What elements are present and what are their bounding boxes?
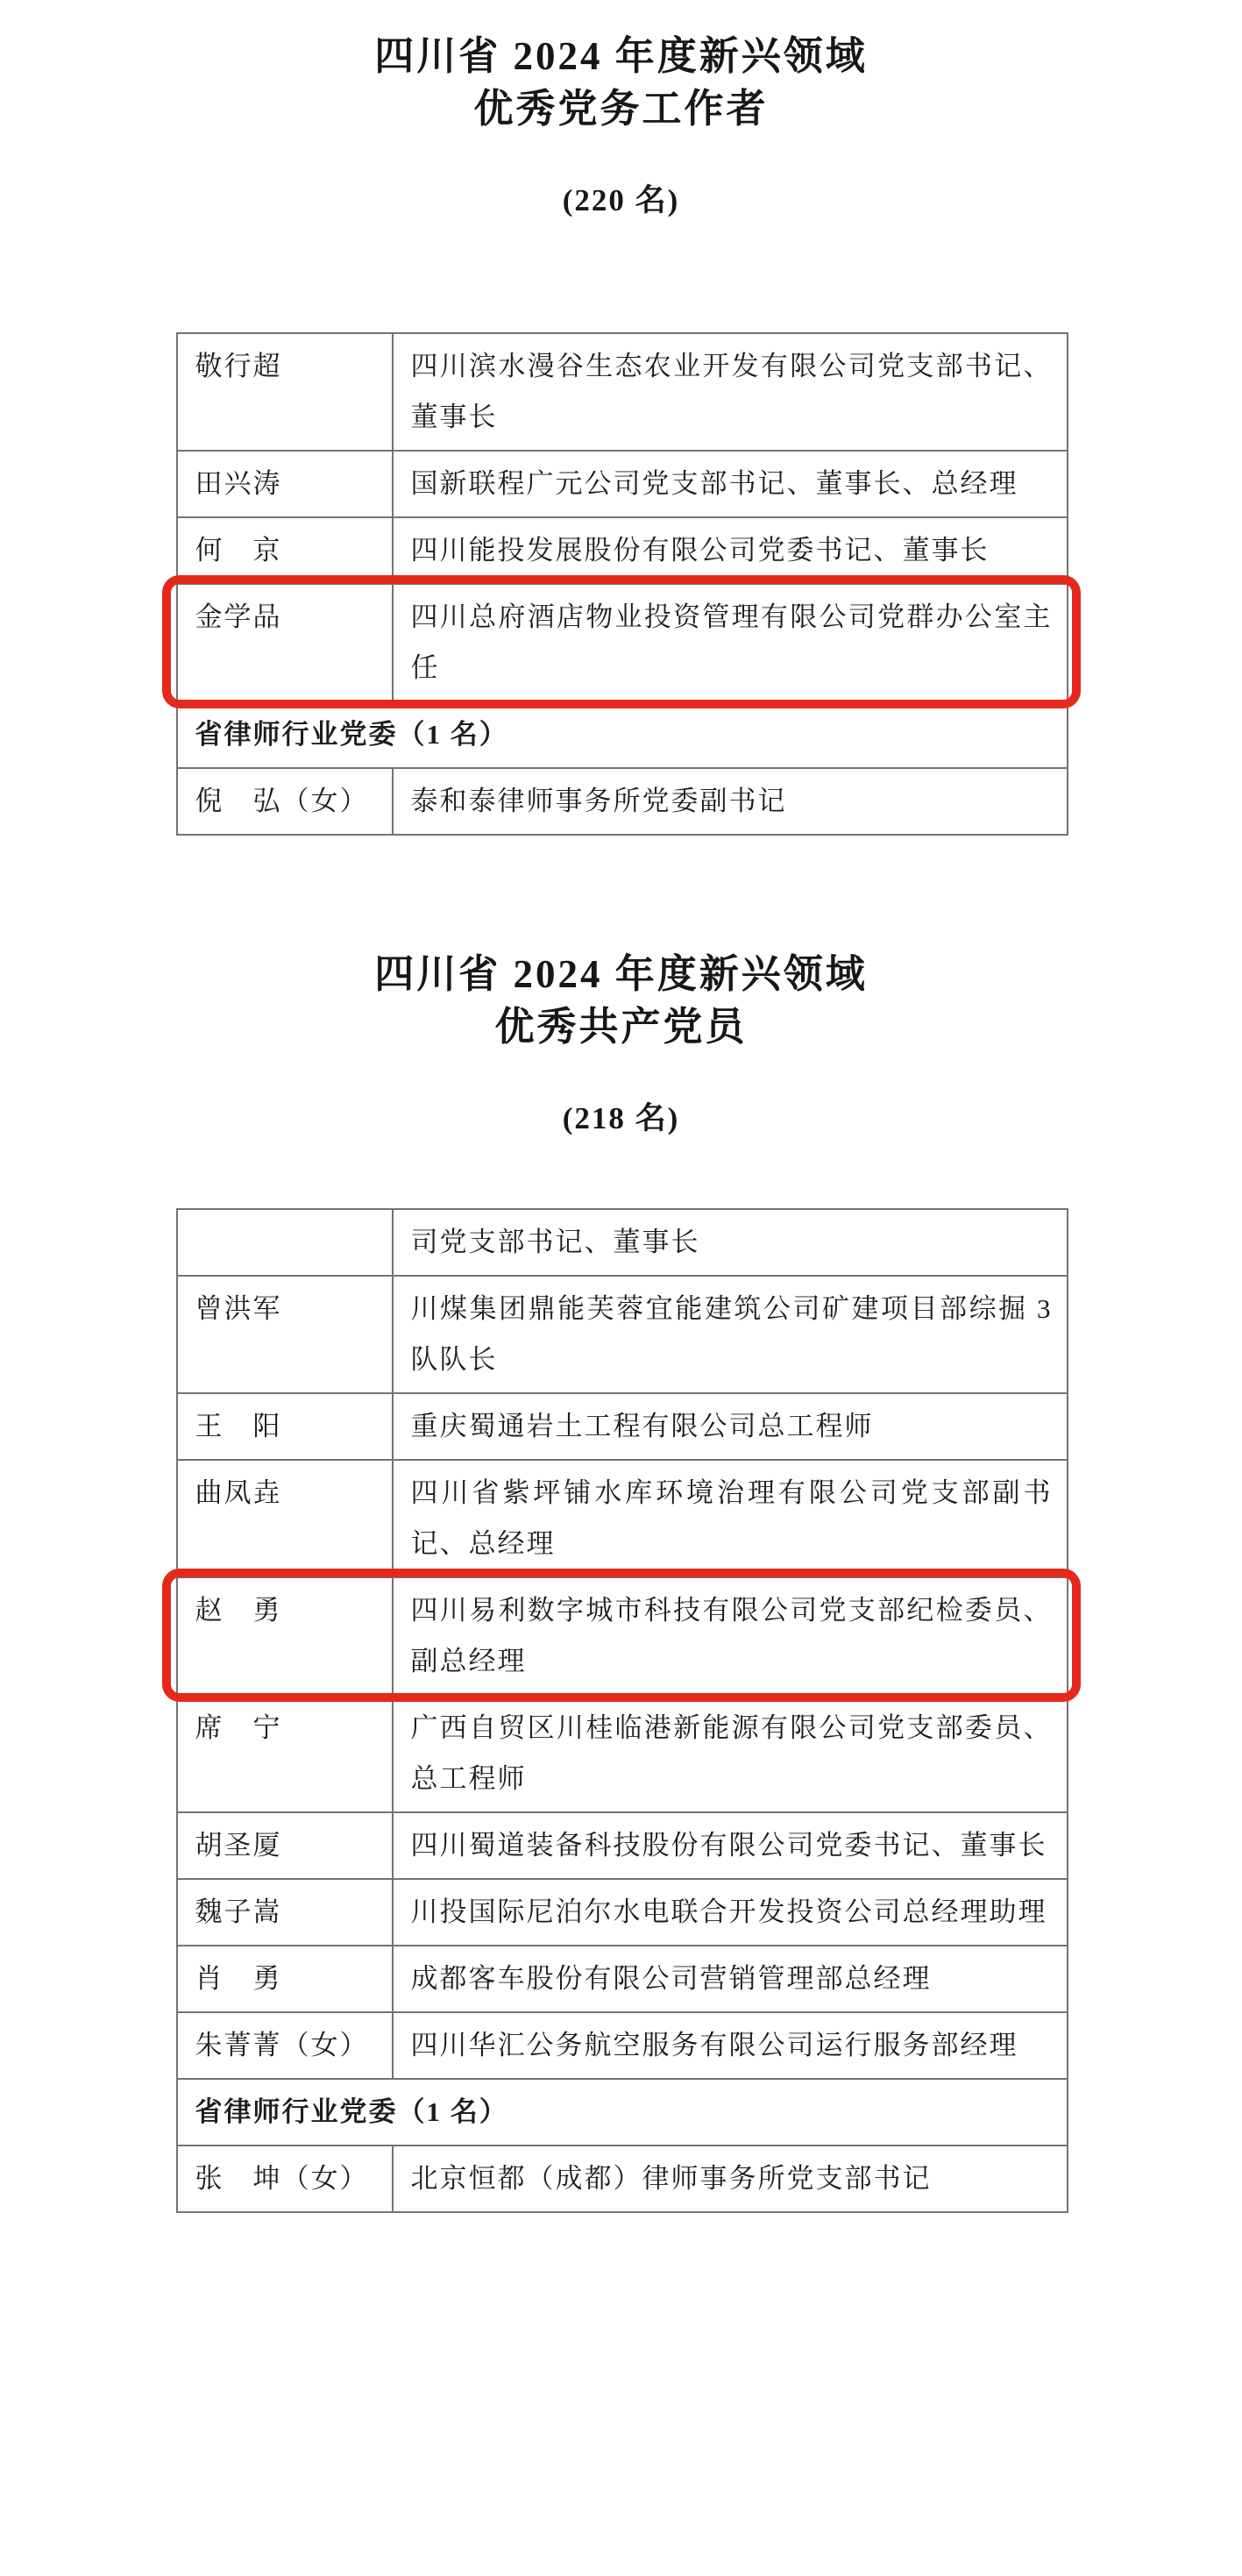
table-row	[177, 1812, 1068, 1879]
awardee-name-cell: 魏子嵩	[177, 1879, 393, 1946]
awardee-name-cell: 敬行超	[177, 333, 393, 451]
section-header-row	[177, 2079, 1068, 2145]
award-count-1: (220 名)	[562, 183, 680, 217]
table-row	[177, 451, 1068, 517]
section-header-cell: 省律师行业党委（1 名）	[177, 701, 1068, 768]
awardee-name-cell: 赵 勇	[177, 1577, 393, 1695]
awardee-name-cell: 肖 勇	[177, 1946, 393, 2012]
table-row	[177, 1393, 1068, 1460]
awardee-position-cell: 广西自贸区川桂临港新能源有限公司党支部委员、总工程师	[393, 1695, 1068, 1812]
awardee-position-cell: 四川总府酒店物业投资管理有限公司党群办公室主任	[393, 584, 1068, 701]
award-table-1	[176, 332, 1068, 836]
awardee-position-cell: 四川能投发展股份有限公司党委书记、董事长	[393, 517, 1068, 584]
awardee-name-cell: 王 阳	[177, 1393, 393, 1460]
awardee-name-cell: 倪 弘（女）	[177, 768, 393, 835]
awardee-name-cell: 张 坤（女）	[177, 2145, 393, 2212]
table-row	[177, 1879, 1068, 1946]
award-title-2-line2: 优秀共产党员	[494, 1005, 748, 1049]
bottom-margin	[0, 2213, 1242, 2252]
award-count-2: (218 名)	[562, 1101, 680, 1135]
table-row	[177, 1209, 1068, 1276]
section-header-cell: 省律师行业党委（1 名）	[177, 2079, 1068, 2145]
awardee-name-cell: 席 宁	[177, 1695, 393, 1812]
awardee-name-cell: 胡圣厦	[177, 1812, 393, 1879]
award-table-wrap-2	[176, 1208, 1067, 2213]
table-row	[177, 768, 1068, 835]
table-row	[177, 1577, 1068, 1695]
awardee-name-cell: 曲凤垚	[177, 1460, 393, 1577]
awardee-name-cell: 曾洪军	[177, 1276, 393, 1393]
table-row	[177, 1946, 1068, 2012]
awardee-position-cell: 川煤集团鼎能芙蓉宜能建筑公司矿建项目部综掘 3 队队长	[393, 1276, 1068, 1393]
awardee-name-cell: 田兴涛	[177, 451, 393, 517]
awardee-position-cell: 司党支部书记、董事长	[393, 1209, 1068, 1276]
table-row	[177, 1276, 1068, 1393]
awardee-position-cell: 四川滨水漫谷生态农业开发有限公司党支部书记、董事长	[393, 333, 1068, 451]
awardee-name-cell: 朱菁菁（女）	[177, 2012, 393, 2079]
award-title-1-line1: 四川省 2024 年度新兴领域	[374, 34, 868, 78]
awardee-position-cell: 重庆蜀通岩土工程有限公司总工程师	[393, 1393, 1068, 1460]
award-title-2-line1: 四川省 2024 年度新兴领域	[374, 952, 868, 996]
awardee-name-cell	[177, 1209, 393, 1276]
award-title-1-line2: 优秀党务工作者	[473, 87, 769, 131]
table-row	[177, 584, 1068, 701]
awardee-position-cell: 四川蜀道装备科技股份有限公司党委书记、董事长	[393, 1812, 1068, 1879]
awardee-name-cell: 何 京	[177, 517, 393, 584]
awardee-position-cell: 四川易利数字城市科技有限公司党支部纪检委员、副总经理	[393, 1577, 1068, 1695]
award-title-2	[0, 948, 1242, 1053]
table-row	[177, 517, 1068, 584]
table-row	[177, 1460, 1068, 1577]
section-header-row	[177, 701, 1068, 768]
awardee-position-cell: 北京恒都（成都）律师事务所党支部书记	[393, 2145, 1068, 2212]
awardee-position-cell: 四川省紫坪铺水库环境治理有限公司党支部副书记、总经理	[393, 1460, 1068, 1577]
awardee-position-cell: 泰和泰律师事务所党委副书记	[393, 768, 1068, 835]
table-row	[177, 2012, 1068, 2079]
awardee-position-cell: 国新联程广元公司党支部书记、董事长、总经理	[393, 451, 1068, 517]
awardee-position-cell: 川投国际尼泊尔水电联合开发投资公司总经理助理	[393, 1879, 1068, 1946]
awardee-position-cell: 成都客车股份有限公司营销管理部总经理	[393, 1946, 1068, 2012]
table-row	[177, 2145, 1068, 2212]
award-title-1	[0, 0, 1242, 135]
award-table-wrap-1	[176, 332, 1067, 836]
award-table-2	[176, 1208, 1068, 2213]
awardee-name-cell: 金学品	[177, 584, 393, 701]
table-row	[177, 333, 1068, 451]
table-row	[177, 1695, 1068, 1812]
awardee-position-cell: 四川华汇公务航空服务有限公司运行服务部经理	[393, 2012, 1068, 2079]
